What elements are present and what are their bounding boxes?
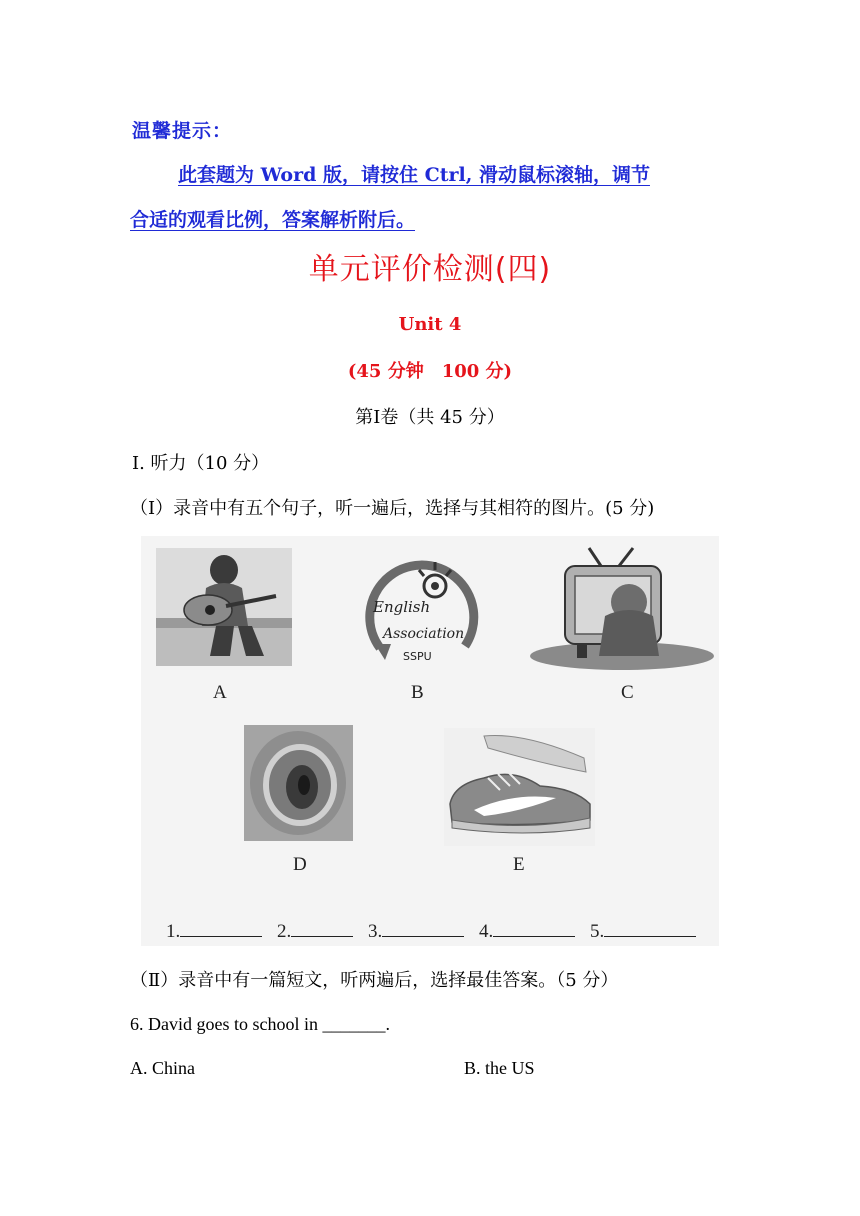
ear-photo	[244, 725, 353, 841]
question-6-option-a[interactable]: A. China	[130, 1058, 195, 1078]
answer-blank-2[interactable]	[291, 920, 353, 937]
answer-blank-3[interactable]	[382, 920, 464, 937]
logo-text-association: Association	[383, 626, 465, 642]
guitar-player-photo	[156, 548, 292, 666]
picture-label-d: D	[293, 854, 307, 875]
picture-label-c: C	[621, 682, 634, 703]
logo-text-english: English	[373, 598, 431, 616]
question-6-option-b[interactable]: B. the US	[464, 1058, 535, 1078]
page-title: 单元评价检测(四)	[308, 252, 552, 287]
tip-line-1: 此套题为 Word 版，请按住 Ctrl, 滑动鼠标滚轴，调节	[178, 164, 650, 186]
logo-text-sspu: SSPU	[403, 650, 432, 663]
blank-label-3: 3.	[368, 921, 383, 942]
blank-label-4: 4.	[479, 921, 494, 942]
picture-label-b: B	[411, 682, 424, 703]
tip-heading: 温馨提示：	[132, 120, 233, 142]
english-association-logo	[355, 548, 487, 670]
picture-label-e: E	[513, 854, 525, 875]
part2-instruction: （Ⅱ）录音中有一篇短文，听两遍后，选择最佳答案。（5 分）	[130, 970, 619, 991]
unit-label: Unit 4	[398, 314, 462, 335]
blank-label-1: 1.	[166, 921, 181, 942]
answer-blanks	[166, 920, 696, 943]
answer-blank-1[interactable]	[180, 920, 262, 937]
child-watching-tv	[529, 544, 715, 670]
blank-label-5: 5.	[590, 921, 605, 942]
answer-blank-4[interactable]	[493, 920, 575, 937]
sneaker-photo	[444, 728, 595, 846]
part1-instruction: （Ⅰ）录音中有五个句子，听一遍后，选择与其相符的图片。(5 分)	[130, 498, 655, 519]
tip-line-2: 合适的观看比例，答案解析附后。	[130, 209, 416, 231]
picture-panel	[141, 536, 719, 946]
time-score: (45 分钟 100 分)	[347, 361, 513, 382]
section-heading-listening: Ⅰ. 听力（10 分）	[132, 453, 270, 474]
volume-label: 第Ⅰ卷（共 45 分）	[355, 407, 505, 428]
picture-label-a: A	[213, 682, 227, 703]
answer-blank-5[interactable]	[604, 920, 696, 937]
question-6-stem: 6. David goes to school in _______.	[130, 1014, 390, 1034]
blank-label-2: 2.	[277, 921, 292, 942]
